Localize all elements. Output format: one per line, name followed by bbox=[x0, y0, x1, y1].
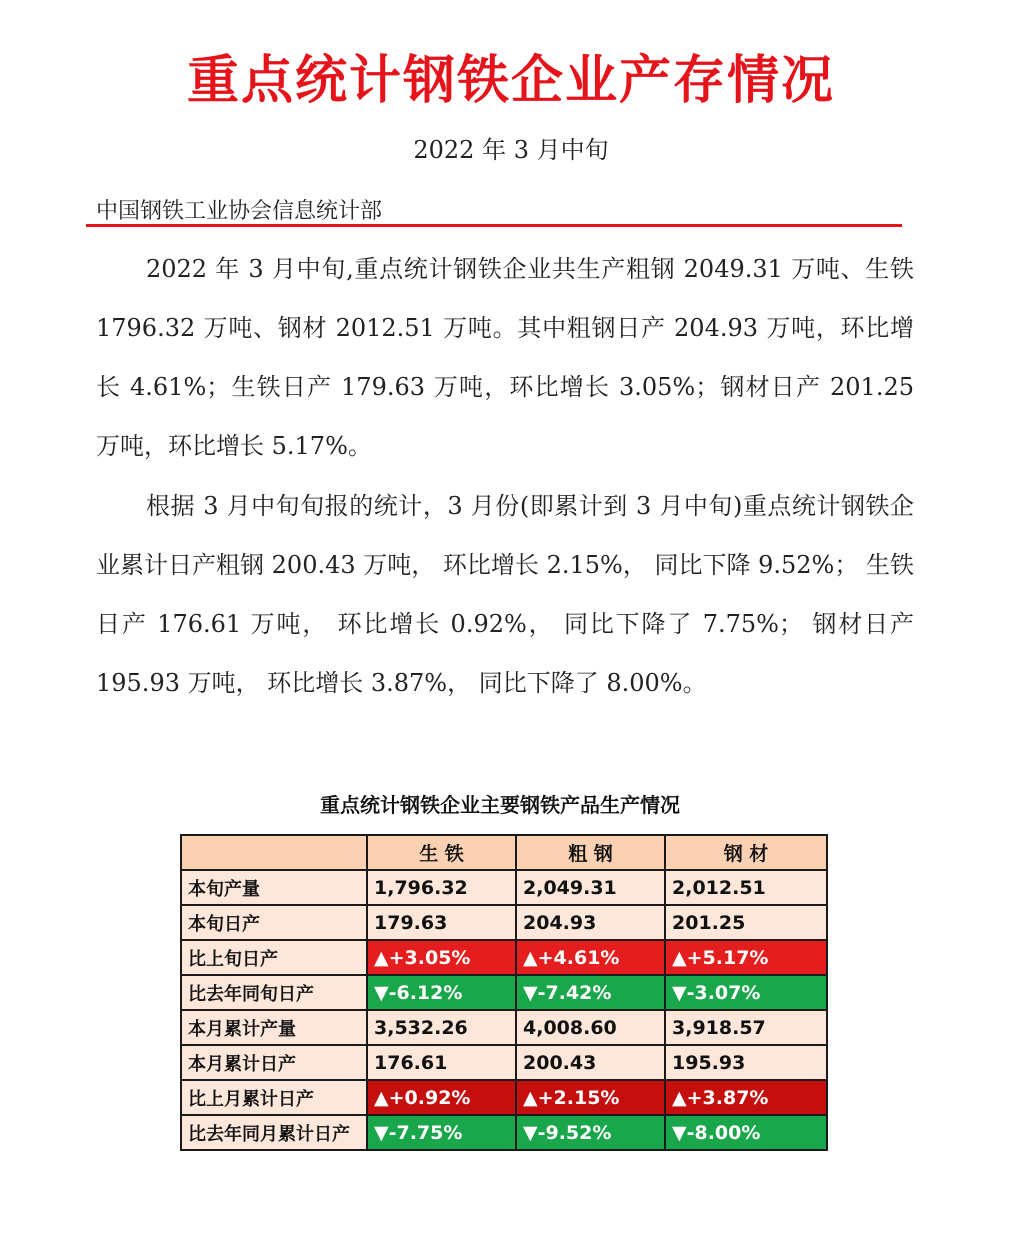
row-label: 本月累计产量 bbox=[181, 1010, 367, 1045]
row-label: 比去年同月累计日产 bbox=[181, 1115, 367, 1150]
table-row bbox=[181, 1045, 827, 1080]
table-row bbox=[181, 940, 827, 975]
decrease-cell: ▼-6.12% bbox=[367, 975, 516, 1010]
table-cell: 3,918.57 bbox=[665, 1010, 827, 1045]
row-label: 本月累计日产 bbox=[181, 1045, 367, 1080]
table-row bbox=[181, 1080, 827, 1115]
row-label: 比上旬日产 bbox=[181, 940, 367, 975]
summary-paragraph-1: 2022 年 3 月中旬,重点统计钢铁企业共生产粗钢 2049.31 万吨、生铁 1796.32 万吨、钢材 2012.51 万吨。其中粗钢日产 204.93 万吨，环比增长 4.61%；生铁日产 179.63 万吨，环比增长 3.05%；钢材日产 201.25 万吨，环比增长 5.17%。 bbox=[96, 255, 914, 460]
table-cell: 195.93 bbox=[665, 1045, 827, 1080]
increase-cell: ▲+0.92% bbox=[367, 1080, 516, 1115]
table-cell: 201.25 bbox=[665, 905, 827, 940]
table-cell: 179.63 bbox=[367, 905, 516, 940]
decrease-cell: ▼-7.42% bbox=[516, 975, 665, 1010]
page-title: 重点统计钢铁企业产存情况 bbox=[186, 51, 835, 111]
decrease-cell: ▼-3.07% bbox=[665, 975, 827, 1010]
table-row bbox=[181, 905, 827, 940]
decrease-cell: ▼-9.52% bbox=[516, 1115, 665, 1150]
table-row bbox=[181, 975, 827, 1010]
table-row bbox=[181, 1010, 827, 1045]
header-divider bbox=[86, 224, 902, 227]
decrease-cell: ▼-8.00% bbox=[665, 1115, 827, 1150]
row-label: 比去年同旬日产 bbox=[181, 975, 367, 1010]
publisher-name: 中国钢铁工业协会信息统计部 bbox=[96, 199, 383, 224]
header-cell-pig-iron: 生 铁 bbox=[367, 835, 516, 870]
table-row bbox=[181, 870, 827, 905]
table-cell: 204.93 bbox=[516, 905, 665, 940]
table-cell: 200.43 bbox=[516, 1045, 665, 1080]
table-cell: 4,008.60 bbox=[516, 1010, 665, 1045]
row-label: 比上月累计日产 bbox=[181, 1080, 367, 1115]
header-cell-steel-products: 钢 材 bbox=[665, 835, 827, 870]
table-row bbox=[181, 1115, 827, 1150]
row-label: 本旬日产 bbox=[181, 905, 367, 940]
increase-cell: ▲+2.15% bbox=[516, 1080, 665, 1115]
table-header-row bbox=[181, 835, 827, 870]
report-date: 2022 年 3 月中旬 bbox=[413, 136, 609, 164]
increase-cell: ▲+5.17% bbox=[665, 940, 827, 975]
table-cell: 2,049.31 bbox=[516, 870, 665, 905]
summary-paragraph-2: 根据 3 月中旬旬报的统计，3 月份(即累计到 3 月中旬)重点统计钢铁企业累计日产粗钢 200.43 万吨， 环比增长 2.15%， 同比下降 9.52%； 生铁日产 176.61 万吨， 环比增长 0.92%， 同比下降了 7.75%； 钢材日产 195.93 万吨， 环比增长 3.87%， 同比下降了 8.00%。 bbox=[96, 492, 914, 697]
header-cell-blank bbox=[181, 835, 367, 870]
increase-cell: ▲+3.87% bbox=[665, 1080, 827, 1115]
header-cell-crude-steel: 粗 钢 bbox=[516, 835, 665, 870]
table-cell: 1,796.32 bbox=[367, 870, 516, 905]
table-cell: 3,532.26 bbox=[367, 1010, 516, 1045]
table-caption: 重点统计钢铁企业主要钢铁产品生产情况 bbox=[320, 793, 680, 817]
increase-cell: ▲+3.05% bbox=[367, 940, 516, 975]
production-table bbox=[180, 834, 828, 1151]
table-cell: 2,012.51 bbox=[665, 870, 827, 905]
increase-cell: ▲+4.61% bbox=[516, 940, 665, 975]
table-cell: 176.61 bbox=[367, 1045, 516, 1080]
row-label: 本旬产量 bbox=[181, 870, 367, 905]
decrease-cell: ▼-7.75% bbox=[367, 1115, 516, 1150]
